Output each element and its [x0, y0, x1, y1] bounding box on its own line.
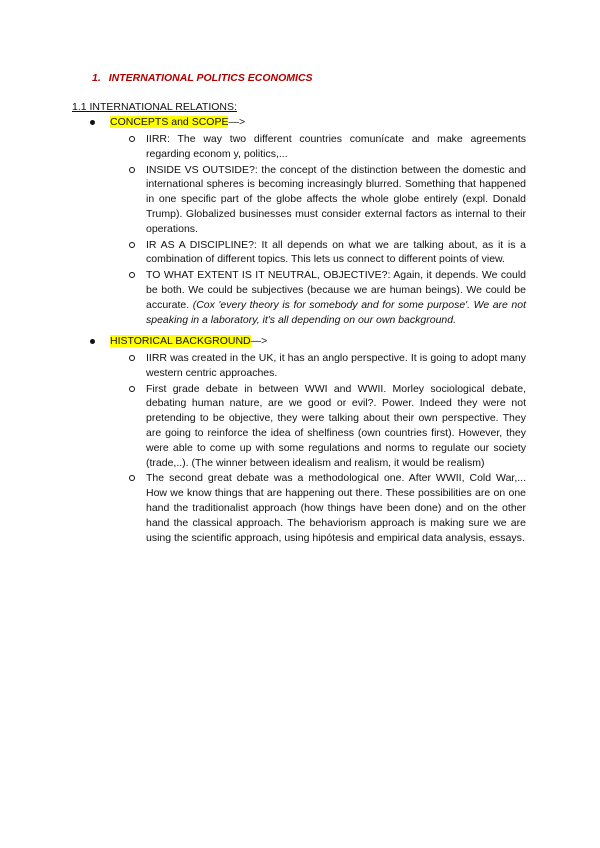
bullet-dot-icon	[90, 339, 95, 344]
list-item: First grade debate in between WWI and WWII. Morley sociological debate, debating human nature, are we good or evil?. Power. Indeed they were not pretending to be objective, they were talking about their own perspective. They are going to reinforce the idea of shelfiness (own countries first). However, they were able to come up with some regulations and norms to regulate our society (trade,..). (The winner between idealism and realism, it would be realism)	[146, 382, 526, 471]
list-item: The second great debate was a methodological one. After WWII, Cold War,... How we know things that are happening out there. These possibilities are on one hand the traditionalist approach (how things have been done) and on the other hand the classical approach. The behaviorism approach is making sure we are using the scientific approach, using hipótesis and empirical data analysis, essays.	[146, 471, 526, 545]
list-item: IIRR: The way two different countries comunícate and make agreements regarding econom y, politics,...	[146, 132, 526, 162]
section-historical	[0, 335, 600, 545]
section-subheading: 1.1 INTERNATIONAL RELATIONS:	[72, 101, 237, 113]
circle-bullet-icon	[129, 475, 135, 481]
list-item: IIRR was created in the UK, it has an anglo perspective. It is going to adopt many western centric approaches.	[146, 351, 526, 381]
circle-bullet-icon	[129, 242, 135, 248]
arrow: —>	[228, 116, 246, 128]
title-text: INTERNATIONAL POLITICS ECONOMICS	[108, 72, 313, 84]
document-title	[92, 72, 313, 84]
circle-bullet-icon	[129, 386, 135, 392]
list-item: INSIDE VS OUTSIDE?: the concept of the distinction between the domestic and international spheres is becoming increasingly blurred. Something that happened in one specific part of the globe affects the whole globe entirely (expl. Donald Trump). Globalized businesses must consider external factors as internal to their operations.	[146, 163, 526, 237]
title-number: 1.	[92, 72, 101, 84]
list-item: IR AS A DISCIPLINE?: It all depends on what we are talking about, as it is a combination of different topics. This lets us connect to different points of view.	[146, 238, 526, 268]
list-item: TO WHAT EXTENT IS IT NEUTRAL, OBJECTIVE?: Again, it depends. We could be both. We could be subjectives (because we are human beings). We could be accurate. (Cox 'every theory is for somebody and for some purpose'. We are not speaking in a laboratory, it's all depending on our own background.	[146, 268, 526, 327]
bullet-dot-icon	[90, 120, 95, 125]
italic-quote: (Cox 'every theory is for somebody and for some purpose'. We are not speaking in a laboratory, it's all depending on our own background.	[146, 298, 526, 326]
arrow: —>	[250, 335, 268, 347]
highlighted-label: HISTORICAL BACKGROUND	[110, 335, 251, 347]
circle-bullet-icon	[129, 136, 135, 142]
bullet-historical	[0, 335, 600, 349]
circle-bullet-icon	[129, 167, 135, 173]
section-concepts	[0, 116, 600, 327]
highlighted-label: CONCEPTS and SCOPE	[110, 116, 229, 128]
circle-bullet-icon	[129, 272, 135, 278]
circle-bullet-icon	[129, 355, 135, 361]
bullet-concepts	[0, 116, 600, 130]
